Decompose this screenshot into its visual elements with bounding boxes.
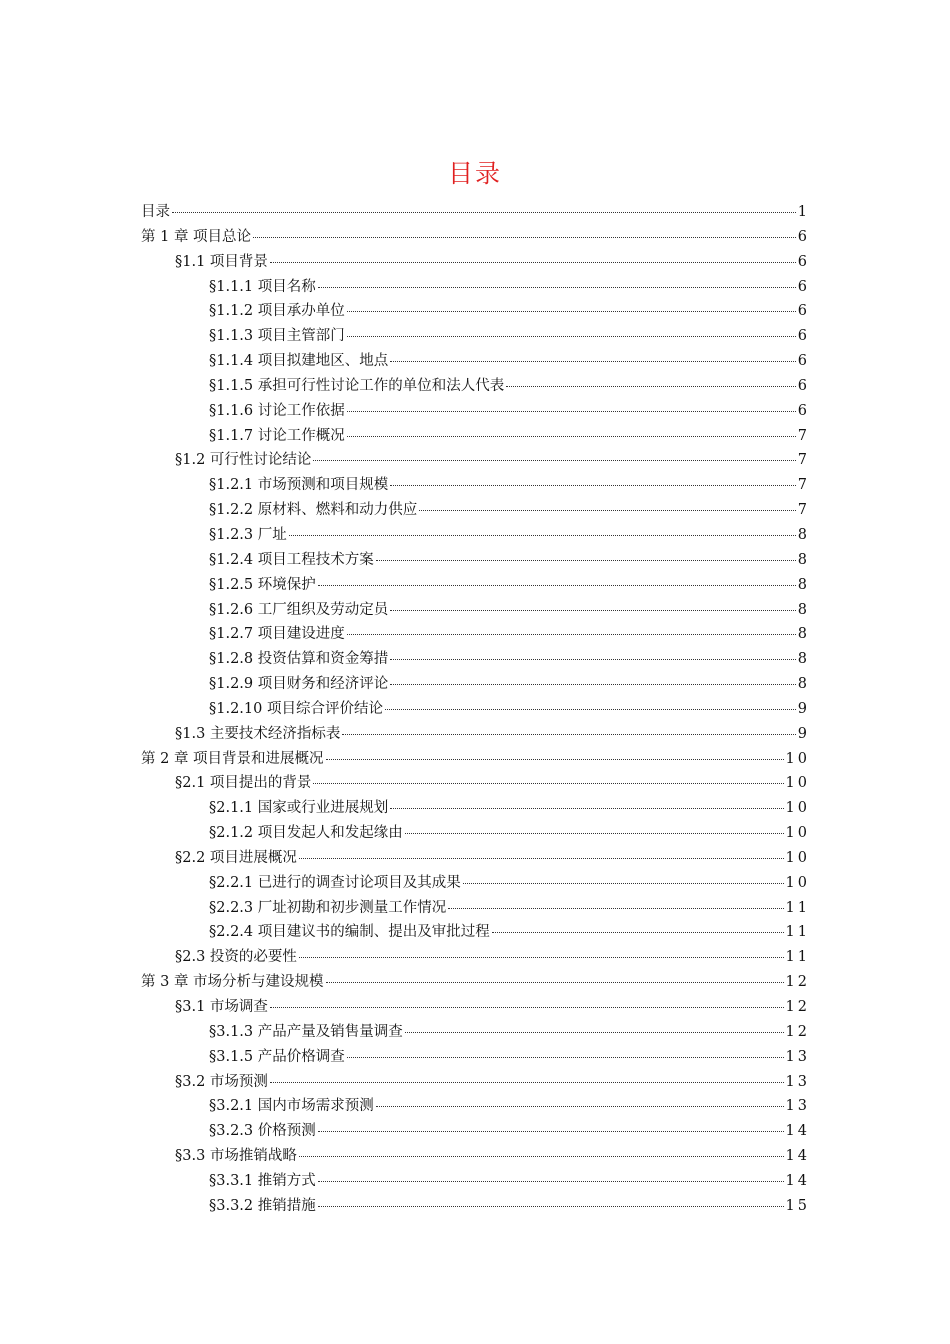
toc-entry-page: 1 xyxy=(797,204,810,220)
toc-entry-page: 8 xyxy=(797,676,810,693)
toc-entry[interactable] xyxy=(141,722,810,747)
toc-entry-page: 8 xyxy=(797,626,810,643)
toc-dot-leader xyxy=(376,1094,784,1107)
toc-entry-page: 14 xyxy=(785,1123,810,1140)
toc-entry-label: §2.1 项目提出的背景 xyxy=(175,775,312,792)
toc-entry-page: 10 xyxy=(785,800,810,817)
toc-entry[interactable] xyxy=(141,573,810,598)
toc-dot-leader xyxy=(172,200,796,213)
toc-entry-label: §3.3 市场推销战略 xyxy=(175,1148,297,1165)
toc-dot-leader xyxy=(390,796,783,809)
toc-entry-page: 8 xyxy=(797,651,810,668)
toc-entry-page: 12 xyxy=(785,974,810,991)
toc-dot-leader xyxy=(347,424,796,437)
toc-dot-leader xyxy=(270,250,796,263)
toc-entry-label: §2.3 投资的必要性 xyxy=(175,949,297,966)
toc-entry-page: 6 xyxy=(797,328,810,345)
toc-entry[interactable] xyxy=(141,1169,810,1194)
toc-dot-leader xyxy=(390,473,796,486)
toc-entry-page: 11 xyxy=(785,949,810,966)
toc-dot-leader xyxy=(270,1070,784,1083)
toc-entry[interactable] xyxy=(141,672,810,697)
toc-dot-leader xyxy=(376,548,796,561)
toc-dot-leader xyxy=(492,920,784,933)
toc-dot-leader xyxy=(506,374,796,387)
toc-entry-label: 第 1 章 项目总论 xyxy=(141,228,252,245)
toc-entry[interactable] xyxy=(141,1194,810,1219)
toc-dot-leader xyxy=(405,821,784,834)
toc-entry-page: 13 xyxy=(785,1098,810,1115)
toc-entry[interactable] xyxy=(141,1020,810,1045)
toc-title: 目录 xyxy=(447,159,502,188)
toc-entry[interactable] xyxy=(141,647,810,672)
toc-entry-label: §1.2.5 环境保护 xyxy=(209,576,316,593)
toc-dot-leader xyxy=(448,896,783,909)
toc-entry[interactable] xyxy=(141,374,810,399)
toc-dot-leader xyxy=(318,1169,784,1182)
toc-entry-label: §3.2.1 国内市场需求预测 xyxy=(209,1098,374,1115)
toc-entry-label: §1.1.3 项目主管部门 xyxy=(209,328,345,345)
toc-dot-leader xyxy=(385,697,796,710)
toc-entry-label: §2.1.2 项目发起人和发起缘由 xyxy=(209,825,403,842)
toc-entry-label: §2.2.1 已进行的调查讨论项目及其成果 xyxy=(209,874,461,891)
toc-dot-leader xyxy=(347,622,796,635)
toc-dot-leader xyxy=(390,349,796,362)
toc-entry-label: §1.1.5 承担可行性讨论工作的单位和法人代表 xyxy=(209,377,505,394)
toc-entry-label: 目录 xyxy=(141,204,170,220)
toc-entry[interactable] xyxy=(141,598,810,623)
toc-dot-leader xyxy=(342,722,795,735)
toc-dot-leader xyxy=(347,324,796,337)
toc-entry[interactable] xyxy=(141,424,810,449)
toc-entry-page: 10 xyxy=(785,750,810,767)
toc-entry[interactable] xyxy=(141,1119,810,1144)
toc-entry[interactable] xyxy=(141,846,810,871)
toc-entry-label: §1.3 主要技术经济指标表 xyxy=(175,725,341,742)
toc-entry-page: 10 xyxy=(785,874,810,891)
toc-entry[interactable] xyxy=(141,747,810,772)
toc-entry-page: 8 xyxy=(797,551,810,568)
toc-entry-page: 6 xyxy=(797,303,810,320)
toc-entry-label: §1.2.7 项目建设进度 xyxy=(209,626,345,643)
toc-entry-page: 10 xyxy=(785,775,810,792)
toc-entry-page: 10 xyxy=(785,825,810,842)
toc-entry[interactable] xyxy=(141,399,810,424)
toc-entry-page: 6 xyxy=(797,377,810,394)
toc-entry[interactable] xyxy=(141,896,810,921)
table-of-contents xyxy=(141,200,810,1219)
toc-dot-leader xyxy=(419,498,796,511)
toc-entry-page: 6 xyxy=(797,402,810,419)
toc-entry[interactable] xyxy=(141,1045,810,1070)
toc-entry-page: 11 xyxy=(785,899,810,916)
toc-entry-label: §1.2.2 原材料、燃料和动力供应 xyxy=(209,502,418,519)
toc-entry-label: §2.2.3 厂址初勘和初步测量工作情况 xyxy=(209,899,447,916)
toc-entry-page: 6 xyxy=(797,353,810,370)
toc-entry-label: §3.1.5 产品价格调查 xyxy=(209,1048,345,1065)
toc-entry[interactable] xyxy=(141,945,810,970)
toc-dot-leader xyxy=(405,1020,784,1033)
toc-dot-leader xyxy=(463,871,784,884)
toc-entry[interactable] xyxy=(141,796,810,821)
toc-dot-leader xyxy=(326,747,784,760)
toc-entry[interactable] xyxy=(141,275,810,300)
toc-entry-label: §3.3.2 推销措施 xyxy=(209,1197,316,1214)
toc-entry[interactable] xyxy=(141,299,810,324)
toc-entry[interactable] xyxy=(141,498,810,523)
toc-entry-page: 6 xyxy=(797,253,810,270)
toc-dot-leader xyxy=(326,970,784,983)
toc-entry-label: §1.1.6 讨论工作依据 xyxy=(209,402,345,419)
toc-entry-page: 7 xyxy=(797,427,810,444)
toc-dot-leader xyxy=(318,1194,784,1207)
toc-entry-page: 13 xyxy=(785,1048,810,1065)
toc-dot-leader xyxy=(299,945,784,958)
toc-dot-leader xyxy=(313,448,795,461)
toc-entry-label: §3.2.3 价格预测 xyxy=(209,1123,316,1140)
toc-entry-page: 12 xyxy=(785,1023,810,1040)
toc-entry[interactable] xyxy=(141,473,810,498)
toc-entry[interactable] xyxy=(141,1144,810,1169)
toc-entry[interactable] xyxy=(141,349,810,374)
toc-entry[interactable] xyxy=(141,970,810,995)
toc-entry-label: §1.2.10 项目综合评价结论 xyxy=(209,700,383,717)
toc-entry-label: §1.2.8 投资估算和资金筹措 xyxy=(209,651,389,668)
toc-dot-leader xyxy=(313,771,783,784)
toc-dot-leader xyxy=(299,846,784,859)
toc-entry-page: 6 xyxy=(797,278,810,295)
toc-entry[interactable] xyxy=(141,324,810,349)
toc-dot-leader xyxy=(390,647,796,660)
toc-entry-page: 8 xyxy=(797,576,810,593)
toc-entry-label: §1.2 可行性讨论结论 xyxy=(175,452,312,469)
toc-entry-page: 7 xyxy=(797,502,810,519)
toc-entry-label: §1.1.2 项目承办单位 xyxy=(209,303,345,320)
toc-entry[interactable] xyxy=(141,1070,810,1095)
toc-entry-label: §1.1.1 项目名称 xyxy=(209,278,316,295)
toc-entry-page: 11 xyxy=(785,924,810,941)
toc-entry-label: §2.2.4 项目建议书的编制、提出及审批过程 xyxy=(209,924,490,941)
toc-dot-leader xyxy=(253,225,796,238)
toc-entry-page: 15 xyxy=(785,1197,810,1214)
toc-entry-label: §1.2.3 厂址 xyxy=(209,526,287,543)
toc-dot-leader xyxy=(318,1119,784,1132)
toc-entry-page: 9 xyxy=(797,700,810,717)
toc-entry-page: 14 xyxy=(785,1148,810,1165)
toc-entry-label: §1.2.6 工厂组织及劳动定员 xyxy=(209,601,389,618)
toc-dot-leader xyxy=(390,598,796,611)
toc-entry-label: §1.2.9 项目财务和经济评论 xyxy=(209,676,389,693)
toc-entry-page: 9 xyxy=(797,725,810,742)
toc-entry[interactable] xyxy=(141,448,810,473)
toc-entry-page: 12 xyxy=(785,999,810,1015)
toc-entry-label: §1.1.4 项目拟建地区、地点 xyxy=(209,353,389,370)
toc-dot-leader xyxy=(270,995,784,1008)
toc-entry-label: §2.2 项目进展概况 xyxy=(175,849,297,866)
toc-dot-leader xyxy=(347,299,796,312)
toc-entry-page: 8 xyxy=(797,526,810,543)
toc-entry[interactable] xyxy=(141,821,810,846)
toc-entry-label: §3.3.1 推销方式 xyxy=(209,1172,316,1189)
toc-entry-page: 13 xyxy=(785,1073,810,1090)
toc-entry[interactable] xyxy=(141,250,810,275)
toc-entry[interactable] xyxy=(141,548,810,573)
toc-entry-label: §3.1.3 产品产量及销售量调查 xyxy=(209,1023,403,1040)
toc-entry-label: §1.2.1 市场预测和项目规模 xyxy=(209,477,389,494)
toc-entry-page: 7 xyxy=(797,452,810,469)
toc-entry-page: 7 xyxy=(797,477,810,494)
toc-entry-label: 第 3 章 市场分析与建设规模 xyxy=(141,974,324,991)
toc-entry-label: §3.1 市场调查 xyxy=(175,999,268,1015)
toc-entry[interactable] xyxy=(141,200,810,225)
toc-entry[interactable] xyxy=(141,1094,810,1119)
toc-entry-page: 8 xyxy=(797,601,810,618)
toc-entry[interactable] xyxy=(141,995,810,1020)
toc-entry-label: §1.2.4 项目工程技术方案 xyxy=(209,551,374,568)
toc-entry-label: 第 2 章 项目背景和进展概况 xyxy=(141,750,324,767)
toc-dot-leader xyxy=(347,1045,784,1058)
toc-dot-leader xyxy=(318,573,796,586)
toc-entry-page: 14 xyxy=(785,1172,810,1189)
toc-entry[interactable] xyxy=(141,920,810,945)
toc-entry[interactable] xyxy=(141,225,810,250)
toc-entry-label: §3.2 市场预测 xyxy=(175,1073,268,1090)
toc-entry-page: 6 xyxy=(797,228,810,245)
toc-entry-label: §2.1.1 国家或行业进展规划 xyxy=(209,800,389,817)
toc-dot-leader xyxy=(289,523,796,536)
toc-entry-label: §1.1.7 讨论工作概况 xyxy=(209,427,345,444)
toc-dot-leader xyxy=(390,672,796,685)
toc-entry[interactable] xyxy=(141,871,810,896)
toc-entry[interactable] xyxy=(141,622,810,647)
toc-entry[interactable] xyxy=(141,697,810,722)
toc-entry[interactable] xyxy=(141,771,810,796)
toc-entry[interactable] xyxy=(141,523,810,548)
toc-dot-leader xyxy=(299,1144,784,1157)
toc-entry-label: §1.1 项目背景 xyxy=(175,253,268,270)
toc-dot-leader xyxy=(318,275,796,288)
toc-dot-leader xyxy=(347,399,796,412)
toc-entry-page: 10 xyxy=(785,849,810,866)
